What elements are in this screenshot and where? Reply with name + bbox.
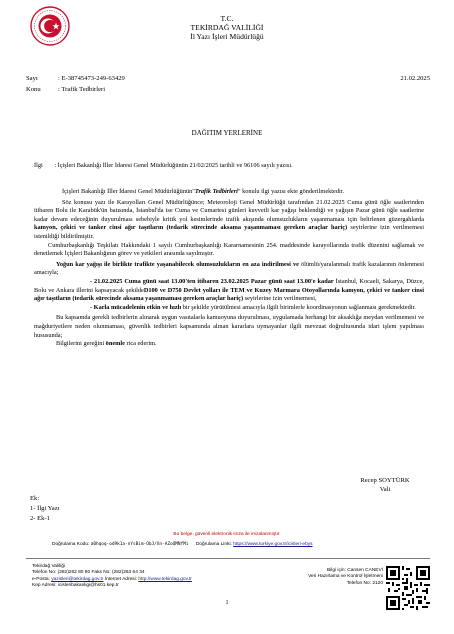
p2-bold: kamyon, çekici ve tanker cinsi ağır taşıtların (tedarik sürecinde aksama yaşanmaması gereken araçlar hariç): [34, 224, 348, 232]
verification-code: a0hqoq-od9k1a-nYsBim-ObJ/Xn-AZoQMNfMi: [90, 542, 189, 547]
li1-bold-a: - 21.02.2025 Cuma günü saat 13.00'ten itibaren 23.02.2025 Pazar günü saat 13.00'e kadar: [90, 277, 334, 285]
attachments-label: Ek:: [30, 495, 40, 502]
konu-label: Konu: [26, 86, 41, 93]
p4-bold: Yoğun kar yağışı ile birlikte trafikte yaşanabilecek olumsuzlukların en aza indirilmesi ve: [56, 260, 299, 268]
p1-italic: Trafik Tedbirleri: [194, 188, 238, 195]
p1-text-a: İçişleri Bakanlığı İller İdaresi Genel Müdürlüğünün": [62, 188, 195, 195]
sayi-value: : E-38745473-249-63429: [58, 75, 125, 82]
header-governorship: TEKİRDAĞ VALİLİĞİ: [190, 23, 264, 32]
p6-text-a: Bilgilerini gereğini: [56, 340, 106, 348]
p6-bold: önemle: [105, 340, 125, 348]
verification-link[interactable]: https://www.turkiye.gov.tr/icisleri-ebys: [233, 542, 313, 547]
web-label: İnternet Adresi:: [103, 576, 139, 582]
paragraph-1: [34, 188, 424, 197]
document-header: [140, 14, 314, 41]
info-contact-phone: Telefon No: 2120: [346, 580, 383, 586]
attachments-list: [30, 494, 60, 524]
reference-line: [34, 162, 444, 170]
footer-contact: [32, 564, 292, 590]
document-body: [34, 188, 424, 349]
p1-text-b: " konulu ilgi yazısı ekte gönderilmektedir.: [237, 188, 345, 195]
footer-info-contact: [293, 568, 383, 587]
p4-text: ölümlü/yaralanmalı trafik kazalarının önlenmesi amacıyla;: [34, 260, 424, 277]
attachment-item[interactable]: 1- İlgi Yazı: [30, 505, 60, 512]
paragraph-4: [34, 261, 424, 278]
crescent-star-emblem-icon: [30, 6, 70, 46]
ilgi-label: İlgi: [34, 162, 43, 169]
signatory-title: Vali: [379, 486, 391, 493]
info-contact-role: Veri Hazırlama ve Kontrol İşletmeni: [308, 574, 383, 580]
email-label: e-Posta:: [32, 576, 52, 582]
verification-line: [52, 542, 422, 548]
p2-text-b: seyirlerine izin verilmemesi istenildiği bildirilmiştir.: [34, 224, 424, 240]
paragraph-2: [34, 199, 424, 242]
li2-bold: - Karla mücadelenin etkin ve hızlı: [90, 303, 182, 311]
emblem-logo: [30, 6, 70, 46]
li1-bold-c: D100 ve D750 Devlet yolları ile TEM ve Kuzey Marmara Otoyollarında kamyon, çekici ve tanker cinsi ağır taşıtların (tedarik sürecinde aksama yaşanmaması gereken araçlar hariç): [34, 286, 424, 303]
list-item-2: [34, 304, 424, 313]
website-link[interactable]: http://www.tekirdag.gov.tr: [138, 576, 192, 582]
p6-text-b: rica ederim.: [124, 340, 157, 348]
verification-code-label: Doğrulama Kodu:: [52, 542, 90, 547]
attachment-item[interactable]: 2- Ek-1: [30, 515, 50, 522]
footer-institution: Tekirdağ Valiliği: [32, 564, 65, 569]
li1-text-b: İstanbul, Kocaeli, Sakarya, Düzce, Bolu ve Ankara illerini kapsayacak şekilde: [34, 277, 424, 294]
email-link[interactable]: yazisleri@tekirdag.gov.tr: [51, 576, 104, 582]
verification-link-label: Doğrulama Linki:: [195, 542, 232, 547]
header-tc: T.C.: [220, 14, 234, 23]
document-meta: [26, 73, 436, 95]
signatory-name: Recep SOYTÜRK: [360, 477, 410, 484]
footer-phone: Telefon No: (282)262 80 80 Faks No: (282)263 64 34: [32, 570, 145, 576]
header-directorate: İl Yazı İşleri Müdürlüğü: [190, 32, 264, 41]
li2-text: bir şekilde yürütülmesi amacıyla ilgili birimlerle koordinasyonun sağlanması gerekmektedir.: [181, 303, 416, 311]
p2-text-a: Söz konusu yazı ile Karayolları Genel Müdürlüğünce; Meteoroloji Genel Müdürlüğü tarafından 21.02.2025 Cuma günü öğle saatlerinden itibaren Bolu ile Karabük'ün batısında, İstanbul'da ise Cuma ve Cumartesi günleri kuvvetli kar yağışı beklendiği ve yağışın Pazar günü öğle saatlerine kadar devam edeceğinin duyurulması sebebiyle kritik yol kesimlerinde trafik akışında olumsuzlukların yaşanmaması için belirlenen güzergahlarda: [34, 198, 424, 223]
signature-block: [330, 476, 440, 494]
konu-value: : Trafik Tedbirleri: [58, 86, 106, 93]
sayi-label: Sayı: [26, 75, 38, 82]
ilgi-value: : İçişleri Bakanlığı İller İdaresi Genel Müdürlüğünün 21/02/2025 tarihli ve 96106 sayılı yazısı.: [54, 162, 293, 169]
footer-divider: [26, 558, 430, 559]
info-contact-name: Bilgi için: Cansen CANEVİ: [327, 568, 383, 573]
document-date: 21.02.2025: [400, 75, 430, 82]
paragraph-6: [34, 340, 424, 349]
footer-kep: Kep Adresi: icisleribakanligi@hs01.kep.tr: [32, 583, 119, 589]
paragraph-5: Bu kapsamda gerekli tedbirlerin alınarak uygun vasıtalarla kamuoyuna duyurulması, uygulamada herhangi bir aksaklığa meydan verilmemesi ve mağduriyetlere neden olunmaması, güvenlik tedbirleri kapsamında alınan kararlara uymayanlar ilgili mevzuat doğrultusunda idari işlem yapılması hususunda;: [34, 314, 424, 339]
e-signature-notice: Bu belge, güvenli elektronik imza ile imzalanmıştır.: [173, 532, 281, 537]
li1-text-d: seyirlerine izin verilmemesi,: [243, 295, 317, 303]
distribution-title: DAĞITIM YERLERİNE: [191, 129, 263, 137]
paragraph-3: Cumhurbaşkanlığı Teşkilatı Hakkındaki 1 sayılı Cumhurbaşkanlığı Kararnamesinin 254. maddesinde karayollarında trafik düzenini sağlamak ve denetlemek İçişleri Bakanlığının görev ve yetkileri arasında sayılmıştır.: [34, 241, 424, 258]
list-item-1: [34, 278, 424, 304]
page-number: 1: [225, 600, 229, 606]
